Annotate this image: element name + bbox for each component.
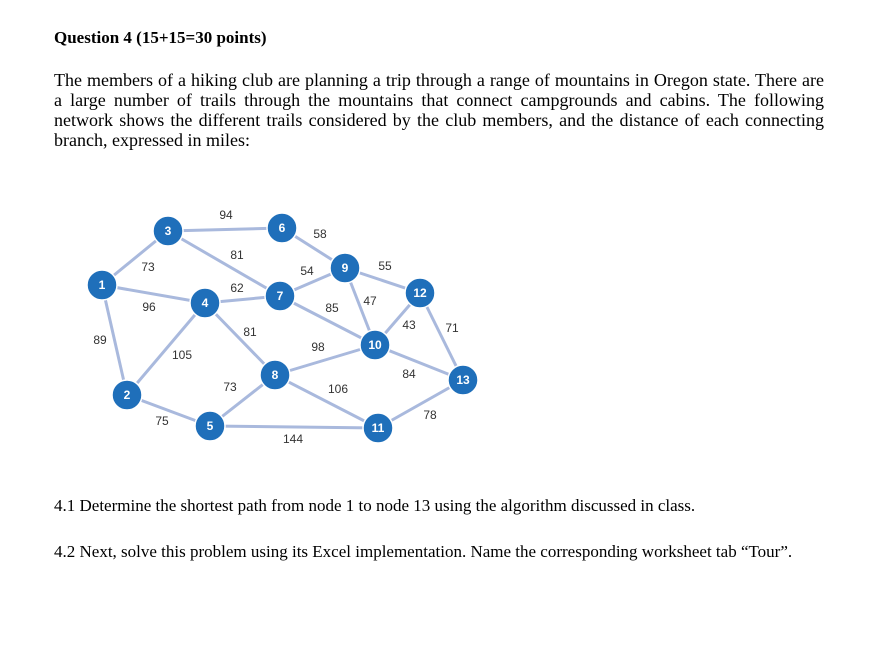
node-label-3: 3: [164, 224, 172, 239]
edge-label-4-7: 62: [230, 281, 244, 296]
node-3: [153, 216, 183, 246]
edge-label-1-3: 73: [141, 260, 155, 275]
node-9: [330, 253, 360, 283]
edge-label-1-4: 96: [142, 300, 156, 315]
node-12: [405, 278, 435, 308]
node-label-12: 12: [413, 286, 427, 301]
question-heading: Question 4 (15+15=30 points): [54, 28, 267, 47]
edge-3-6: [168, 228, 282, 231]
node-2: [112, 380, 142, 410]
edge-3-7: [168, 231, 280, 296]
edge-label-10-12: 43: [402, 318, 416, 333]
node-8: [260, 360, 290, 390]
edge-label-5-8: 73: [223, 380, 237, 395]
edge-label-8-10: 98: [311, 340, 325, 355]
node-label-8: 8: [271, 368, 279, 383]
node-label-13: 13: [456, 373, 470, 388]
node-label-9: 9: [341, 261, 349, 276]
node-label-10: 10: [368, 338, 382, 353]
edge-label-1-2: 89: [93, 333, 107, 348]
node-label-2: 2: [123, 388, 131, 403]
edge-label-11-13: 78: [423, 408, 437, 423]
node-10: [360, 330, 390, 360]
edge-label-7-10: 85: [325, 301, 339, 316]
edge-label-10-13: 84: [402, 367, 416, 382]
edge-label-2-4: 105: [171, 348, 193, 363]
edge-label-5-11: 144: [282, 432, 304, 447]
edge-5-11: [210, 426, 378, 428]
edge-label-9-10: 47: [363, 294, 377, 309]
edge-label-9-12: 55: [378, 259, 392, 274]
edge-label-6-9: 58: [313, 227, 327, 242]
node-4: [190, 288, 220, 318]
node-6: [267, 213, 297, 243]
edge-8-11: [275, 375, 378, 428]
node-label-7: 7: [276, 289, 284, 304]
edge-label-3-6: 94: [219, 208, 233, 223]
edge-label-7-9: 54: [300, 264, 314, 279]
node-5: [195, 411, 225, 441]
edge-label-8-11: 106: [327, 382, 349, 397]
question-part-4-2: 4.2 Next, solve this problem using its Excel implementation. Name the corresponding worksheet tab “Tour”.: [54, 542, 793, 561]
trail-network-diagram: [0, 190, 878, 460]
node-11: [363, 413, 393, 443]
node-label-5: 5: [206, 419, 214, 434]
edge-label-4-8: 81: [243, 325, 257, 340]
edge-2-4: [127, 303, 205, 395]
node-label-11: 11: [371, 421, 385, 436]
question-intro: The members of a hiking club are planning a trip through a range of mountains in Oregon state. There are a large number of trails through the mountains that connect campgrounds and cabins. The following network shows the different trails considered by the club members, and the distance of each connecting branch, expressed in miles:: [54, 70, 824, 150]
node-label-4: 4: [201, 296, 209, 311]
node-label-1: 1: [98, 278, 106, 293]
edge-label-12-13: 71: [445, 321, 459, 336]
edge-labels-layer: [93, 208, 459, 446]
node-1: [87, 270, 117, 300]
question-part-4-1: 4.1 Determine the shortest path from node 1 to node 13 using the algorithm discussed in class.: [54, 496, 696, 515]
node-13: [448, 365, 478, 395]
edge-label-2-5: 75: [155, 414, 169, 429]
node-7: [265, 281, 295, 311]
edge-label-3-7: 81: [230, 248, 244, 263]
node-label-6: 6: [278, 221, 286, 236]
